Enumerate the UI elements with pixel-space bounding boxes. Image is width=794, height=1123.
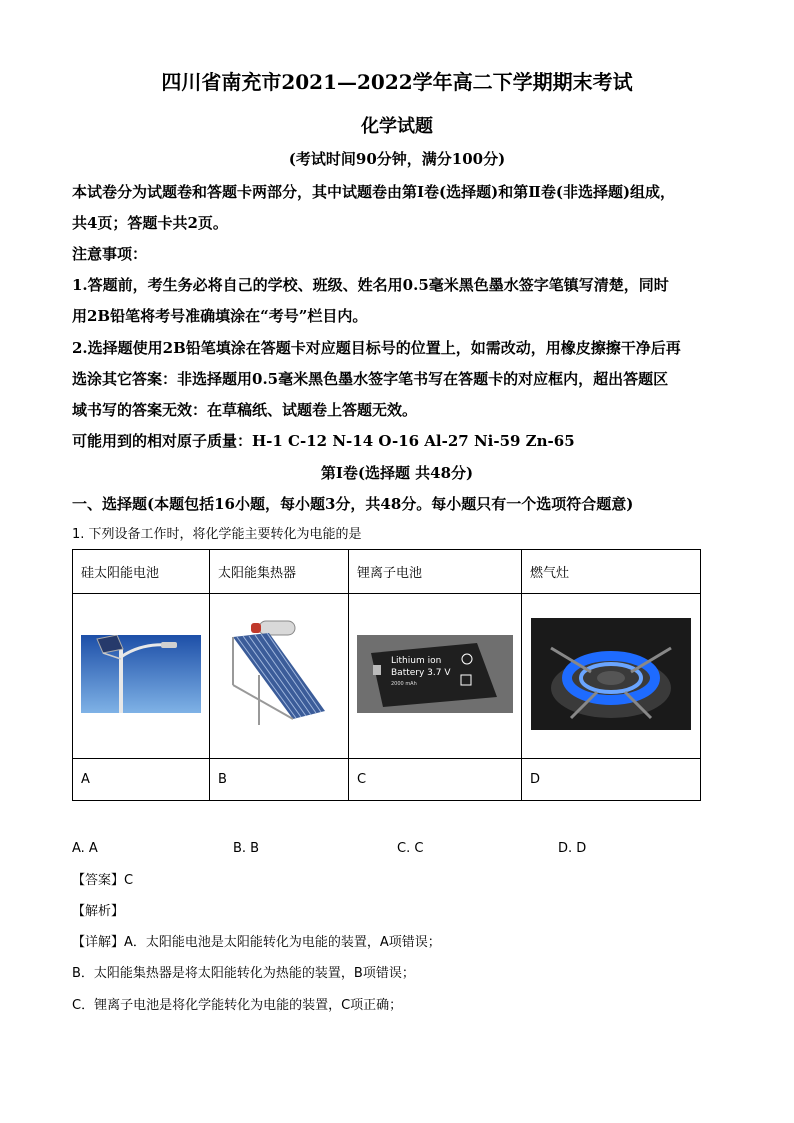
choice-b: B. B (233, 841, 260, 856)
note-2a: 2.选择题使用2B铅笔填涂在答题卡对应题目标号的位置上，如需改动，用橡皮擦擦干净后再 (72, 339, 681, 357)
answer: 【答案】C (72, 873, 134, 888)
options-table (72, 549, 701, 801)
time-info: (考试时间90分钟，满分100分) (288, 150, 506, 168)
option-letter-b: B (210, 759, 349, 801)
detail-c: C．锂离子电池是将化学能转化为电能的装置，C项正确； (72, 998, 403, 1013)
battery-text-2: Battery 3.7 V (391, 668, 451, 678)
note-1a: 1.答题前，考生务必将自己的学校、班级、姓名用0.5毫米黑色墨水签字笔镇写清楚，同时 (72, 276, 669, 294)
option-label-d: 燃气灶 (522, 550, 701, 594)
intro-line-1: 本试卷分为试题卷和答题卡两部分，其中试题卷由第Ⅰ卷(选择题)和第Ⅱ卷(非选择题)组成， (72, 183, 676, 201)
analysis-title: 【解析】 (72, 904, 125, 919)
note-2b: 选涂其它答案：非选择题用0.5毫米黑色墨水签字笔书写在答题卡的对应框内，超出答题区 (72, 370, 669, 388)
gas-stove-image (531, 618, 691, 730)
lithium-battery-image (357, 635, 513, 713)
battery-text-3: 2000 mAh (391, 681, 417, 687)
option-letter-d: D (522, 759, 701, 801)
note-1b: 用2B铅笔将考号准确填涂在“考号”栏目内。 (72, 307, 368, 325)
detail-b: B．太阳能集热器是将太阳能转化为热能的装置，B项错误； (72, 966, 415, 981)
option-label-c: 锂离子电池 (349, 550, 522, 594)
choice-a: A. A (72, 841, 98, 856)
choice-d: D. D (558, 841, 587, 856)
solar-street-light-image (81, 635, 201, 713)
choice-c: C. C (397, 841, 424, 856)
subject-title: 化学试题 (361, 116, 433, 137)
note-2c: 域书写的答案无效：在草稿纸、试题卷上答题无效。 (72, 401, 418, 419)
option-label-b: 太阳能集热器 (210, 550, 349, 594)
solar-water-heater-image (219, 615, 339, 733)
notes-title: 注意事项： (72, 245, 148, 263)
option-letter-a: A (73, 759, 210, 801)
section-heading: 一、选择题(本题包括16小题，每小题3分，共48分。每小题只有一个选项符合题意) (72, 495, 634, 513)
option-label-a: 硅太阳能电池 (73, 550, 210, 594)
detail-a: 【详解】A．太阳能电池是太阳能转化为电能的装置，A项错误； (72, 935, 441, 950)
section-title: 第Ⅰ卷(选择题 共48分) (320, 464, 474, 482)
battery-text-1: Lithium ion (391, 656, 442, 666)
atomic-masses: 可能用到的相对原子质量：H-1 C-12 N-14 O-16 Al-27 Ni-59 Zn-65 (72, 432, 575, 450)
question-1-stem: 1. 下列设备工作时，将化学能主要转化为电能的是 (72, 527, 362, 542)
exam-title: 四川省南充市2021—2022学年高二下学期期末考试 (161, 70, 633, 94)
option-letter-c: C (349, 759, 522, 801)
intro-line-2: 共4页；答题卡共2页。 (72, 214, 228, 232)
